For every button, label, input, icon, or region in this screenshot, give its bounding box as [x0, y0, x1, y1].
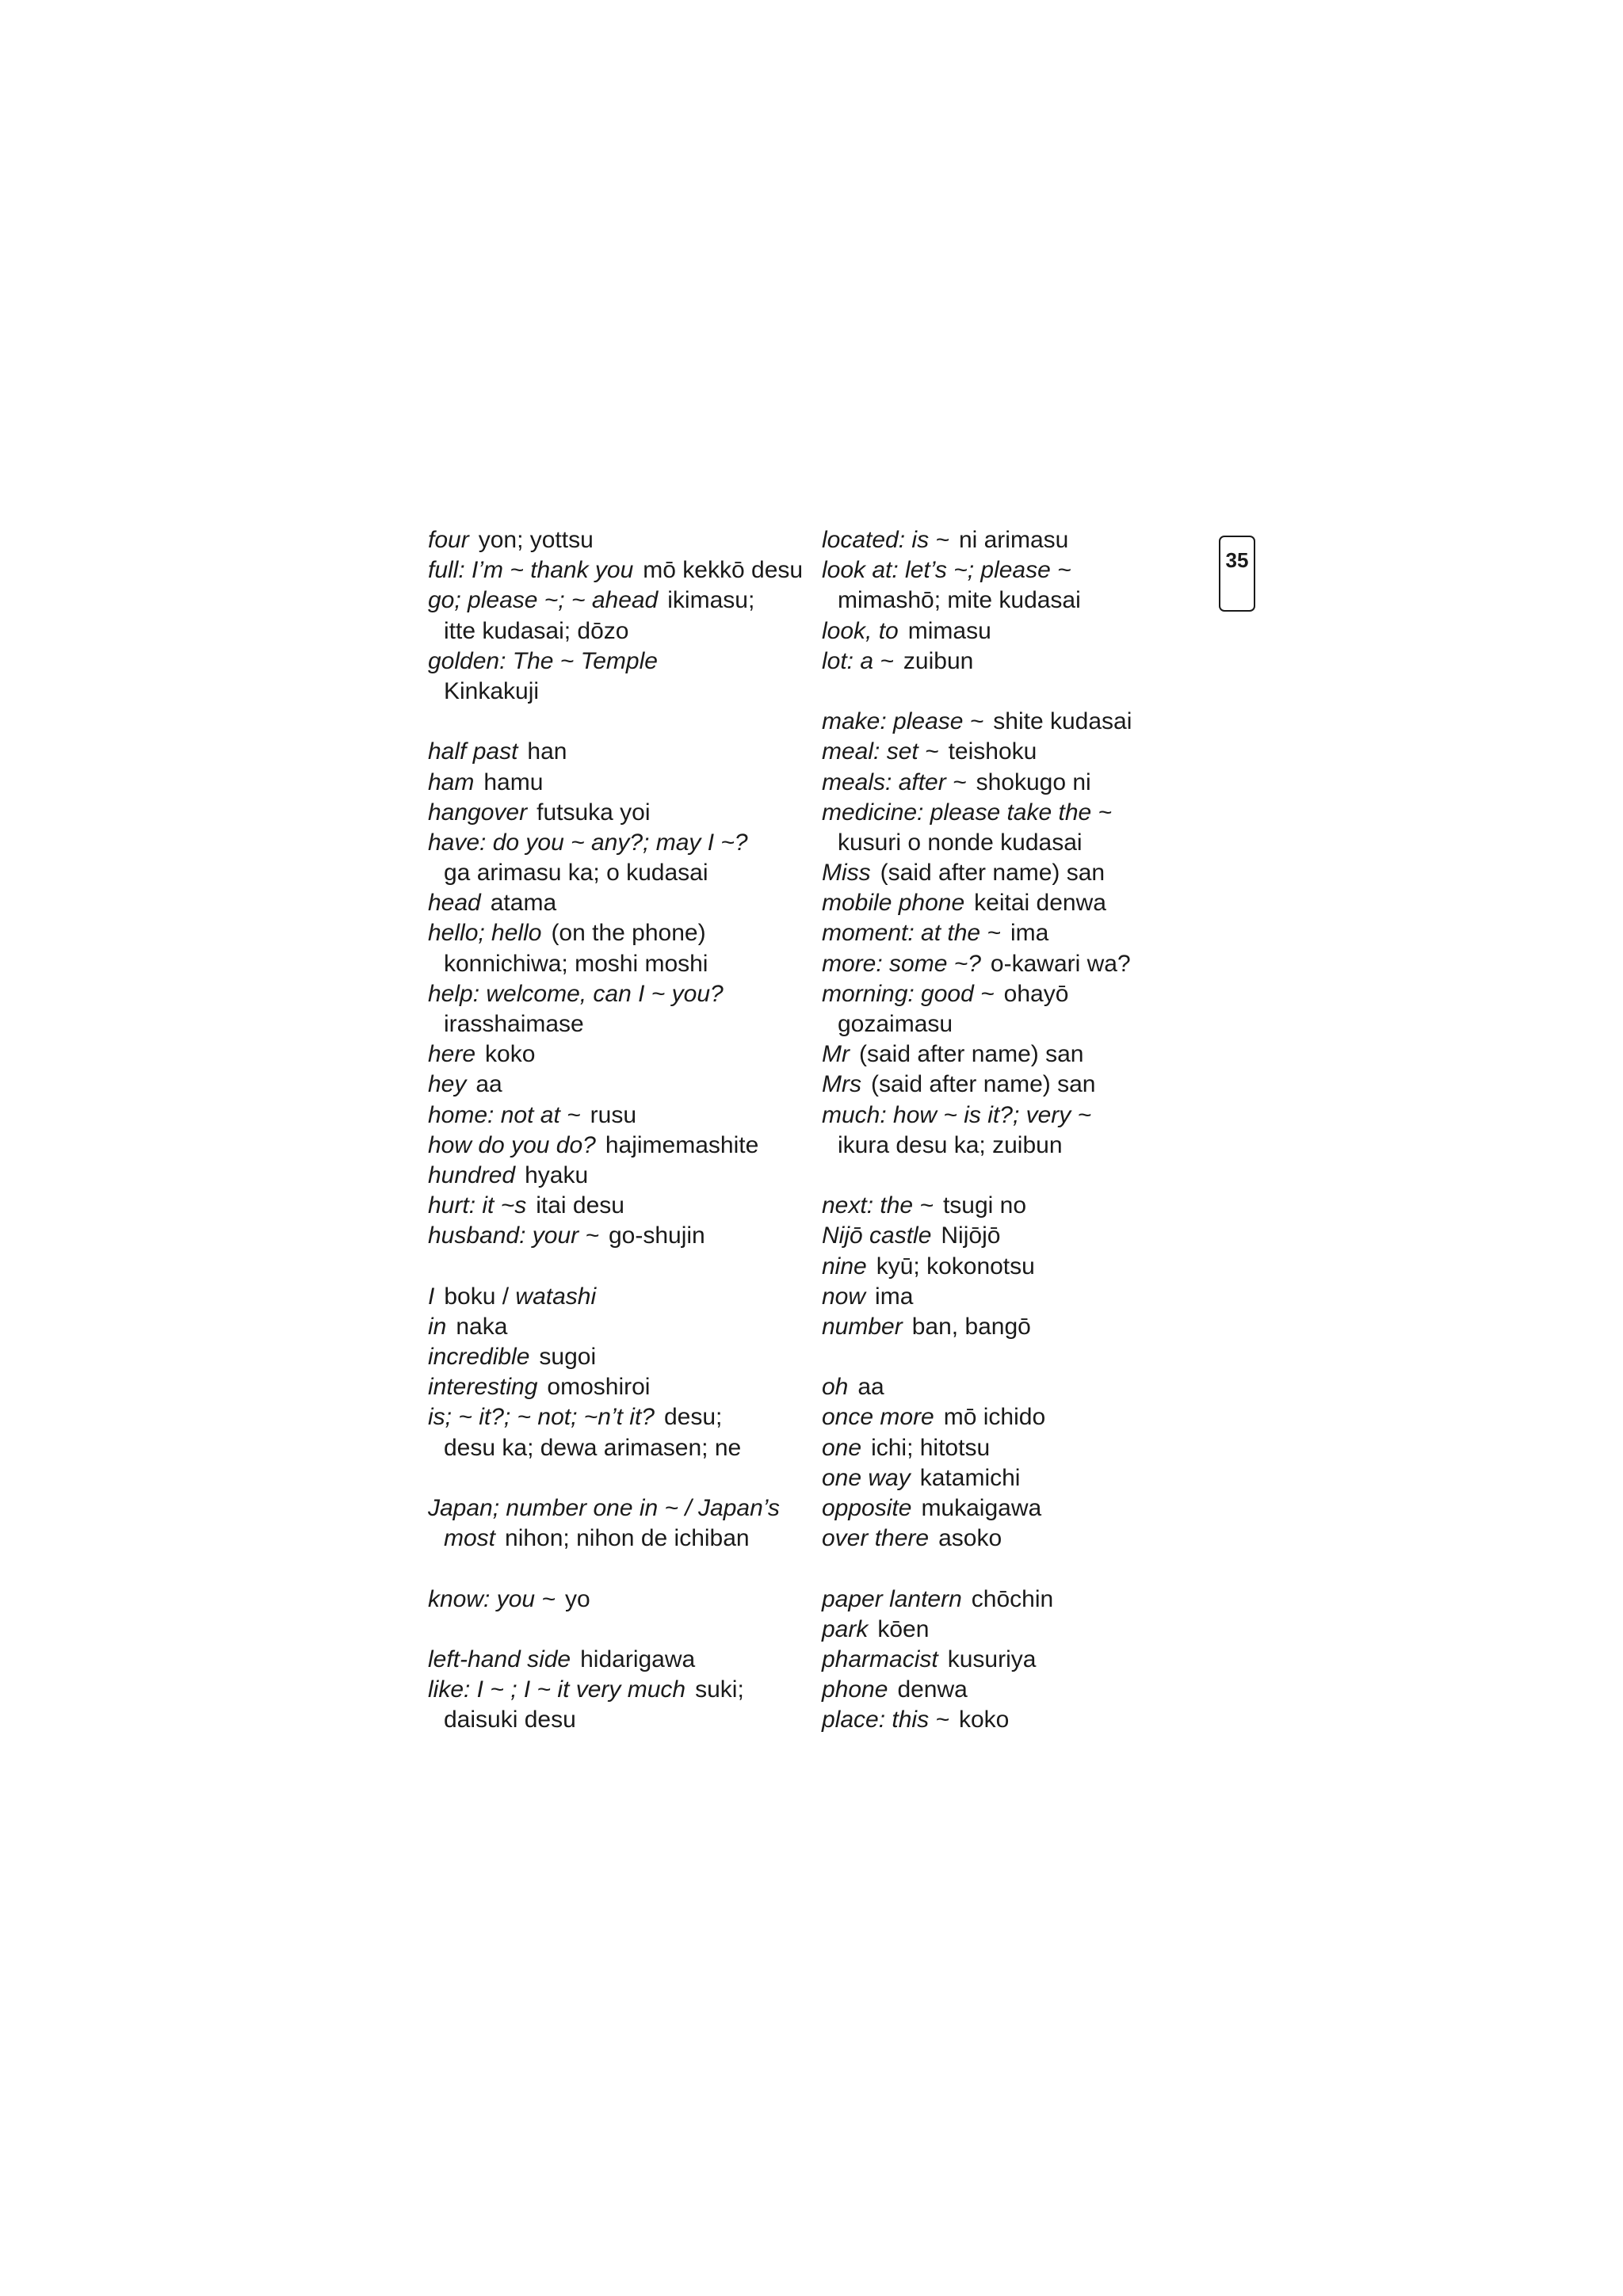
english-headword: most — [444, 1525, 496, 1552]
glossary-entry — [822, 768, 1218, 798]
japanese-translation: nihon; nihon de ichiban — [505, 1525, 750, 1552]
japanese-translation: gozaimasu — [838, 1011, 953, 1037]
glossary-entry — [822, 1312, 1218, 1342]
entry-gap — [822, 677, 1218, 707]
english-headword: lot: a ~ — [822, 647, 894, 674]
glossary-entry — [822, 555, 1218, 585]
japanese-translation: kusuri o nonde kudasai — [838, 829, 1083, 856]
glossary-entry — [822, 1615, 1218, 1645]
english-headword: how do you do? — [428, 1131, 596, 1158]
japanese-translation: (said after name) san — [858, 1041, 1084, 1068]
english-headword: park — [822, 1615, 869, 1642]
english-headword: make: please ~ — [822, 708, 984, 735]
english-headword: opposite — [822, 1495, 912, 1521]
glossary-entry — [428, 798, 816, 828]
glossary-entry — [822, 707, 1218, 737]
glossary-entry — [822, 979, 1218, 1009]
glossary-entry — [822, 1675, 1218, 1705]
glossary-entry — [428, 1039, 816, 1070]
japanese-translation: han — [527, 738, 567, 765]
japanese-translation: konnichiwa; moshi moshi — [444, 950, 708, 977]
japanese-translation: teishoku — [948, 738, 1037, 765]
glossary-entry — [428, 1372, 816, 1402]
japanese-translation: ikura desu ka; zuibun — [838, 1131, 1063, 1158]
glossary-entry — [822, 1402, 1218, 1432]
japanese-translation: mukaigawa — [921, 1495, 1042, 1521]
english-headword: Mrs — [822, 1071, 861, 1098]
glossary-entry — [428, 768, 816, 798]
english-headword: Mr — [822, 1041, 850, 1068]
glossary-entry — [428, 918, 816, 948]
english-headword: medicine: please take the ~ — [822, 799, 1113, 826]
glossary-continuation-line — [428, 677, 816, 707]
japanese-translation: ima — [875, 1283, 914, 1310]
english-headword: one — [822, 1434, 862, 1461]
glossary-continuation-line — [428, 1009, 816, 1039]
english-headword: like: I ~ ; I ~ it very much — [428, 1676, 686, 1703]
english-headword: hangover — [428, 799, 528, 826]
entry-gap — [428, 1252, 816, 1282]
glossary-entry — [428, 1070, 816, 1100]
glossary-entry — [822, 1585, 1218, 1615]
japanese-translation: desu ka; dewa arimasen; ne — [444, 1434, 742, 1461]
glossary-continuation-line — [428, 616, 816, 646]
glossary-entry — [822, 1252, 1218, 1282]
glossary-entry — [428, 1131, 816, 1161]
glossary-entry — [822, 1100, 1218, 1131]
japanese-translation: ga arimasu ka; o kudasai — [444, 860, 708, 887]
english-headword: I — [428, 1283, 435, 1310]
glossary-continuation-line — [428, 1524, 816, 1554]
glossary-continuation-line — [822, 585, 1218, 616]
english-headword: place: this ~ — [822, 1707, 949, 1733]
english-headword: once more — [822, 1404, 934, 1431]
glossary-entry — [428, 646, 816, 677]
glossary-entry — [822, 858, 1218, 888]
english-headword: nine — [822, 1253, 867, 1280]
glossary-entry — [428, 525, 816, 555]
glossary-entry — [428, 1342, 816, 1372]
english-headword: over there — [822, 1525, 930, 1552]
glossary-continuation-line — [428, 1705, 816, 1735]
glossary-entry — [822, 1070, 1218, 1100]
english-headword: left-hand side — [428, 1646, 571, 1672]
glossary-entry — [428, 1100, 816, 1131]
entry-gap — [822, 1554, 1218, 1584]
entry-gap — [822, 1342, 1218, 1372]
glossary-entry — [822, 1372, 1218, 1402]
japanese-translation: asoko — [938, 1525, 1002, 1552]
japanese-translation: mimashō; mite kudasai — [838, 587, 1081, 614]
japanese-translation: daisuki desu — [444, 1707, 576, 1733]
japanese-translation: yo — [564, 1585, 590, 1612]
japanese-translation: shokugo ni — [976, 769, 1091, 795]
glossary-entry — [428, 888, 816, 918]
japanese-translation: aa — [475, 1071, 502, 1098]
english-headword: look at: let’s ~; please ~ — [822, 557, 1071, 584]
japanese-translation: ima — [1010, 920, 1049, 947]
japanese-translation: naka — [456, 1313, 508, 1340]
glossary-entry — [822, 1282, 1218, 1312]
glossary-continuation-line — [822, 1009, 1218, 1039]
japanese-translation: mō kekkō desu — [643, 557, 804, 584]
english-headword: meals: after ~ — [822, 769, 967, 795]
japanese-translation: futsuka yoi — [537, 799, 651, 826]
english-headword: much: how ~ is it?; very ~ — [822, 1101, 1092, 1128]
glossary-entry — [822, 1039, 1218, 1070]
english-headword: golden: The ~ Temple — [428, 647, 658, 674]
english-headword: look, to — [822, 617, 899, 644]
japanese-translation: irasshaimase — [444, 1011, 584, 1037]
japanese-translation: o-kawari wa? — [990, 950, 1131, 977]
glossary-entry — [822, 1524, 1218, 1554]
english-headword: know: you ~ — [428, 1585, 556, 1612]
japanese-translation: boku / — [444, 1283, 516, 1310]
japanese-translation: katamichi — [919, 1464, 1021, 1491]
japanese-translation: ban, bangō — [911, 1313, 1031, 1340]
english-headword: half past — [428, 738, 518, 765]
english-headword: full: I’m ~ thank you — [428, 557, 634, 584]
english-headword: hello; hello — [428, 920, 542, 947]
english-headword: go; please ~; ~ ahead — [428, 587, 659, 614]
english-headword: moment: at the ~ — [822, 920, 1001, 947]
glossary-entry — [822, 1645, 1218, 1675]
japanese-translation: sugoi — [539, 1344, 597, 1371]
glossary-entry — [822, 949, 1218, 979]
glossary-continuation-line — [822, 828, 1218, 858]
glossary-entry — [822, 1463, 1218, 1493]
english-headword: hey — [428, 1071, 467, 1098]
japanese-translation: kusuriya — [947, 1646, 1037, 1672]
glossary-entry — [428, 1161, 816, 1191]
japanese-translation: aa — [857, 1374, 884, 1401]
japanese-translation: suki; — [695, 1676, 744, 1703]
japanese-translation: ichi; hitotsu — [871, 1434, 991, 1461]
glossary-entry — [822, 1221, 1218, 1251]
glossary-entry — [428, 555, 816, 585]
entry-gap — [428, 1463, 816, 1493]
english-headword: number — [822, 1313, 903, 1340]
japanese-translation: ohayō — [1003, 980, 1069, 1007]
entry-gap — [428, 1554, 816, 1584]
english-headword: in — [428, 1313, 447, 1340]
glossary-entry — [428, 1675, 816, 1705]
glossary-entry — [428, 1191, 816, 1221]
english-headword: phone — [822, 1676, 888, 1703]
page-number: 35 — [1225, 548, 1249, 572]
glossary-entry — [822, 737, 1218, 767]
english-headword: oh — [822, 1374, 849, 1401]
japanese-translation: hajimemashite — [605, 1131, 759, 1158]
english-headword: hundred — [428, 1161, 516, 1188]
entry-gap — [822, 1161, 1218, 1191]
glossary-continuation-line — [822, 1131, 1218, 1161]
glossary-entry — [822, 918, 1218, 948]
japanese-translation: desu; — [664, 1404, 723, 1431]
english-headword: next: the ~ — [822, 1192, 934, 1219]
glossary-entry — [822, 888, 1218, 918]
english-headword: have: do you ~ any?; may I ~? — [428, 829, 748, 856]
glossary-continuation-line — [428, 858, 816, 888]
japanese-translation: shite kudasai — [993, 708, 1132, 735]
entry-gap — [428, 1615, 816, 1645]
glossary-entry — [428, 1282, 816, 1312]
japanese-translation: denwa — [897, 1676, 968, 1703]
english-headword: help: welcome, can I ~ you? — [428, 980, 724, 1007]
glossary-entry — [822, 1705, 1218, 1735]
english-headword: watashi — [515, 1283, 597, 1310]
glossary-entry — [428, 1221, 816, 1251]
japanese-translation: hidarigawa — [580, 1646, 696, 1672]
glossary-entry — [822, 525, 1218, 555]
glossary-continuation-line — [428, 1433, 816, 1463]
glossary-continuation-line — [428, 949, 816, 979]
english-headword: paper lantern — [822, 1585, 962, 1612]
english-headword: is; ~ it?; ~ not; ~n’t it? — [428, 1404, 655, 1431]
english-headword: here — [428, 1041, 476, 1068]
glossary-entry — [428, 737, 816, 767]
glossary-entry — [822, 1493, 1218, 1524]
japanese-translation: itai desu — [536, 1192, 624, 1219]
english-headword: four — [428, 527, 469, 553]
english-headword: more: some ~? — [822, 950, 981, 977]
japanese-translation: itte kudasai; dōzo — [444, 617, 629, 644]
japanese-translation: rusu — [590, 1101, 636, 1128]
japanese-translation: koko — [958, 1707, 1010, 1733]
english-headword: hurt: it ~s — [428, 1192, 527, 1219]
japanese-translation: kōen — [877, 1615, 930, 1642]
japanese-translation: yon; yottsu — [478, 527, 594, 553]
english-headword: one way — [822, 1464, 911, 1491]
japanese-translation: (said after name) san — [870, 1071, 1096, 1098]
glossary-entry — [428, 979, 816, 1009]
japanese-translation: hyaku — [525, 1161, 589, 1188]
english-headword: Japan; number one in ~ / Japan’s — [428, 1495, 780, 1521]
glossary-entry — [428, 1402, 816, 1432]
japanese-translation: chōchin — [971, 1585, 1054, 1612]
english-headword: Nijō castle — [822, 1222, 932, 1249]
english-headword: pharmacist — [822, 1646, 938, 1672]
english-headword: ham — [428, 769, 475, 795]
japanese-translation: mō ichido — [943, 1404, 1046, 1431]
glossary-entry — [822, 1433, 1218, 1463]
english-headword: located: is ~ — [822, 527, 949, 553]
japanese-translation: koko — [485, 1041, 536, 1068]
english-headword: mobile phone — [822, 890, 965, 917]
english-headword: husband: your ~ — [428, 1222, 599, 1249]
glossary-entry — [822, 1191, 1218, 1221]
japanese-translation: (on the phone) — [551, 920, 706, 947]
glossary-entry — [428, 585, 816, 616]
english-headword: interesting — [428, 1374, 538, 1401]
glossary-column-right — [822, 525, 1218, 1736]
japanese-translation: keitai denwa — [974, 890, 1106, 917]
japanese-translation: omoshiroi — [547, 1374, 651, 1401]
japanese-translation: hamu — [483, 769, 544, 795]
japanese-translation: zuibun — [903, 647, 974, 674]
japanese-translation: atama — [490, 890, 557, 917]
glossary-entry — [428, 828, 816, 858]
glossary-entry — [822, 646, 1218, 677]
glossary-column-left — [428, 525, 816, 1736]
glossary-entry — [822, 616, 1218, 646]
japanese-translation: tsugi no — [942, 1192, 1027, 1219]
glossary-entry — [822, 798, 1218, 828]
english-headword: morning: good ~ — [822, 980, 995, 1007]
japanese-translation: Nijōjō — [941, 1222, 1001, 1249]
english-headword: now — [822, 1283, 866, 1310]
page-number-tab — [1219, 536, 1255, 612]
japanese-translation: go-shujin — [609, 1222, 705, 1249]
english-headword: head — [428, 890, 481, 917]
entry-gap — [428, 707, 816, 737]
english-headword: meal: set ~ — [822, 738, 939, 765]
english-headword: Miss — [822, 860, 871, 887]
japanese-translation: mimasu — [907, 617, 991, 644]
japanese-translation: (said after name) san — [880, 860, 1106, 887]
english-headword: incredible — [428, 1344, 530, 1371]
japanese-translation: kyū; kokonotsu — [876, 1253, 1035, 1280]
japanese-translation: Kinkakuji — [444, 677, 540, 704]
glossary-entry — [428, 1645, 816, 1675]
glossary-entry — [428, 1312, 816, 1342]
glossary-entry — [428, 1493, 816, 1524]
glossary-entry — [428, 1585, 816, 1615]
japanese-translation: ni arimasu — [958, 527, 1069, 553]
japanese-translation: ikimasu; — [667, 587, 755, 614]
english-headword: home: not at ~ — [428, 1101, 581, 1128]
